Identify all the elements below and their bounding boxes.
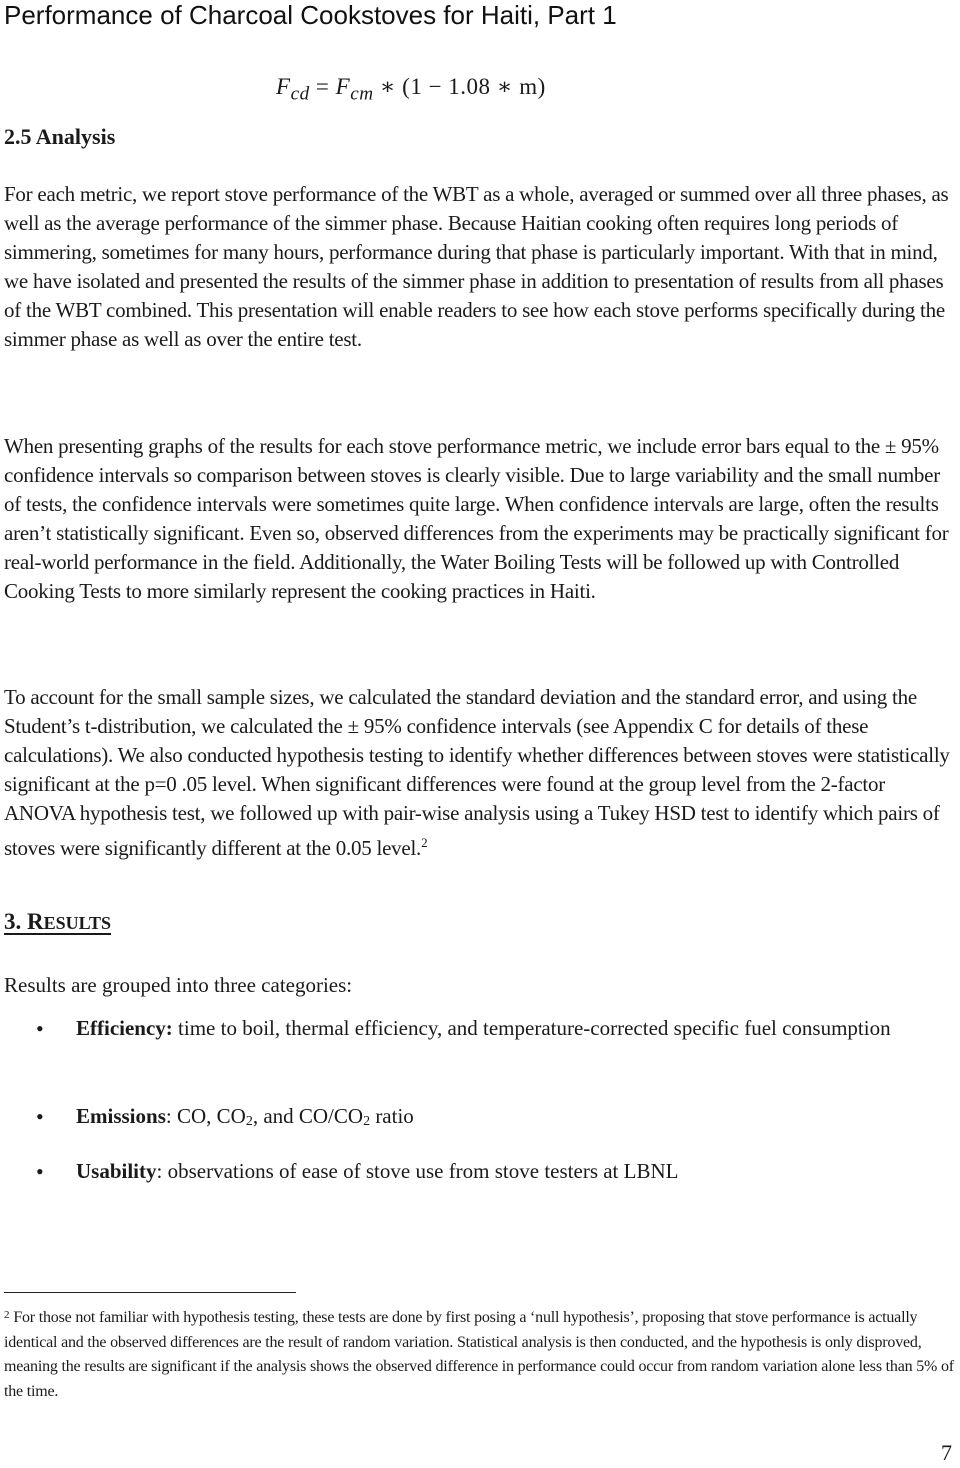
formula-lhs: F — [276, 74, 291, 99]
formula-lhs-subscript: cd — [290, 83, 310, 105]
results-heading-number: 3. — [4, 909, 27, 934]
bullet-desc-emissions-b: , and CO/CO — [252, 1104, 364, 1128]
footnote-text: For those not familiar with hypothesis testing, these tests are done by first posing a ‘null hypothesis’, proposing that stove performance is actually identical and the observed differences are the result of random variation. Statistical analysis is then conducted, and the hypothesis is only disproved, meaning the results are significant if the analysis shows the observed difference in performance could occur from random variation alone less than 5% of the time. — [4, 1309, 954, 1400]
section-heading-analysis: 2.5 Analysis — [4, 124, 116, 149]
footnote-marker: 2 — [4, 1309, 10, 1321]
bullet-desc-emissions-c: ratio — [370, 1104, 414, 1128]
formula-equals: = — [309, 74, 336, 99]
page-number: 7 — [941, 1440, 952, 1465]
footnote-divider — [4, 1292, 296, 1293]
fuel-formula — [276, 72, 546, 110]
analysis-paragraph-3 — [4, 683, 958, 863]
formula-rhs: F — [335, 74, 351, 99]
co2-subscript: 2 — [245, 1114, 253, 1129]
bullet-text-usability — [76, 1155, 956, 1188]
analysis-paragraph-3-text: To account for the small sample sizes, we calculated the standard deviation and the standard error, and using the Student’s t-distribution, we calculated the ± 95% confidence intervals (see Appendix C for details of these calculations). We also conducted hypothesis testing to identify whether differences between stoves were statistically significant at the p=0 .05 level. When significant differences were found at the group level from the 2-factor ANOVA hypothesis test, we followed up with pair-wise analysis using a Tukey HSD test to identify which pairs of stoves were significantly different at the 0.05 level. — [4, 685, 950, 860]
bullet-desc-emissions-a: : CO, CO — [165, 1104, 246, 1128]
bullet-text-emissions — [76, 1100, 956, 1138]
results-heading-initial: R — [27, 909, 44, 934]
formula-rest: ∗ (1 − 1.08 ∗ m) — [373, 74, 546, 99]
page-header-title: Performance of Charcoal Cookstoves for Haiti, Part 1 — [4, 0, 617, 30]
bullet-term-efficiency: Efficiency: — [76, 1016, 173, 1040]
bullet-icon: • — [36, 1159, 44, 1184]
formula-rhs-subscript: cm — [350, 83, 374, 105]
bullet-desc-usability: : observations of ease of stove use from stove testers at LBNL — [156, 1159, 679, 1183]
bullet-icon: • — [36, 1016, 44, 1041]
footnote — [4, 1303, 958, 1404]
bullet-text-efficiency — [76, 1012, 956, 1045]
results-heading-rest: ESULTS — [43, 913, 112, 933]
section-heading-results — [4, 906, 111, 939]
bullet-desc-efficiency: time to boil, thermal efficiency, and temperature-corrected specific fuel consumption — [172, 1016, 891, 1040]
bullet-term-emissions: Emissions — [76, 1104, 166, 1128]
co2-subscript: 2 — [363, 1114, 371, 1129]
bullet-term-usability: Usability — [76, 1159, 157, 1183]
bullet-icon: • — [36, 1104, 44, 1129]
results-intro: Results are grouped into three categories: — [4, 973, 353, 997]
footnote-reference[interactable]: 2 — [421, 835, 428, 850]
analysis-paragraph-1: For each metric, we report stove performance of the WBT as a whole, averaged or summed over all three phases, as well as the average performance of the simmer phase. Because Haitian cooking often requires long periods of simmering, sometimes for many hours, performance during that phase is particularly important. With that in mind, we have isolated and presented the results of the simmer phase in addition to presentation of results from all phases of the WBT combined. This presentation will enable readers to see how each stove performs specifically during the simmer phase as well as over the entire test. — [4, 182, 949, 351]
analysis-paragraph-2: When presenting graphs of the results for each stove performance metric, we include error bars equal to the ± 95% confidence intervals so comparison between stoves is clearly visible. Due to large variability and the small number of tests, the confidence intervals were sometimes quite large. When confidence intervals are large, often the results aren’t statistically significant. Even so, observed differences from the experiments may be practically significant for real-world performance in the field. Additionally, the Water Boiling Tests will be followed up with Controlled Cooking Tests to more similarly represent the cooking practices in Haiti. — [4, 434, 949, 603]
